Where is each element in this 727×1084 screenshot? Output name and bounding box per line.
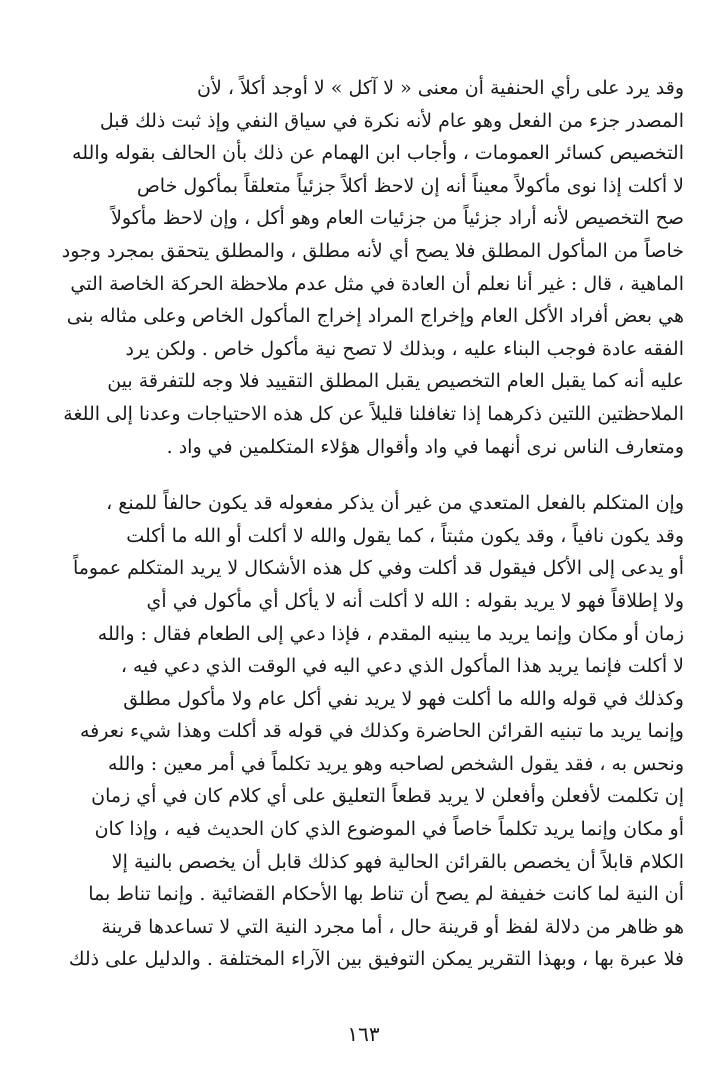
text-line: ولا إطلاقاً فهو لا يريد بقوله : الله لا أكلت أنه لا يأكل أي مأكول في أي (146, 589, 684, 612)
text-line: فلا عبرة بها ، وبهذا التقرير يمكن التوفيق بين الآراء المختلفة . والدليل على ذلك (68, 948, 684, 971)
text-line: إن تكلمت لأفعلن وأفعلن لا يريد قطعاً التعليق على أي كلام كان في أي زمان (91, 785, 684, 808)
text-line: أو مكان وإنما يريد تكلماً خاصاً في الموضوع الذي كان الحديث فيه ، وإذا كان (94, 818, 684, 841)
text-line: الماهية ، قال : غير أنا نعلم أن العادة في مثل عدم ملاحظة الحركة الخاصة التي (70, 272, 684, 295)
text-line: زمان أو مكان وإنما يريد ما يبنيه المقدم ، فإذا دعي إلى الطعام فقال : والله (97, 622, 684, 645)
text-line: عليه أنه كما يقبل العام التخصيص يقبل المطلق التقييد فلا وجه للتفرقة بين (107, 370, 684, 393)
text-line: لا أكلت إذا نوى مأكولاً معيناً أنه إن لاحظ أكلاً جزئياً متعلقاً بمأكول خاص (136, 174, 684, 197)
text-line: وقد يكون نافياً ، وقد يكون مثبتاً ، كما يقول والله لا أكلت أو الله ما أكلت (126, 524, 684, 547)
text-line: وكذلك في قوله والله ما أكلت فهو لا يريد نفي أكل عام ولا مأكول مطلق (123, 687, 684, 710)
text-line: الكلام قابلاً أن يخصص بالقرائن الحالية فهو كذلك قابل أن يخصص بالنية إلا (111, 850, 684, 873)
paragraph-1 (48, 72, 684, 463)
text-line: لا أكلت فإنما يريد هذا المأكول الذي دعي اليه في الوقت الذي دعي فيه ، (120, 655, 684, 678)
text-line: ومتعارف الناس نرى أنهما في واد وأقوال هؤلاء المتكلمين في واد . (166, 435, 684, 458)
text-line: وإن المتكلم بالفعل المتعدي من غير أن يذكر مفعوله قد يكون حالفاً للمنع ، (106, 492, 684, 515)
text-line: وقد يرد على رأي الحنفية أن معنى « لا آكل » لا أوجد أكلاً ، لأن (197, 77, 684, 99)
text-line: الملاحظتين اللتين ذكرهما إذا تغافلنا قليلاً عن كل هذه الاحتياجات وعدنا إلى اللغة (63, 402, 684, 425)
page-number: ١٦٣ (347, 1022, 380, 1046)
text-line: هو ظاهر من دلالة لفظ أو قرينة حال ، أما مجرد النية التي لا تساعدها قرينة (101, 915, 684, 938)
text-line: صح التخصيص لأنه أراد جزئياً من جزئيات العام وهو أكل ، وإن لاحظ مأكولاً (111, 207, 684, 230)
text-line: الفقه عادة فوجب البناء عليه ، وبذلك لا تصح نية مأكول خاص . ولكن يرد (125, 337, 684, 360)
paragraph-2 (48, 487, 684, 976)
text-line: المصدر جزء من الفعل وهو عام لأنه نكرة في سياق النفي وإذ ثبت ذلك قبل (99, 109, 684, 132)
text-line: خاصاً من المأكول المطلق فلا يصح أي لأنه مطلق ، والمطلق يتحقق بمجرد وجود (61, 239, 684, 262)
body-text (48, 72, 684, 976)
text-line: وإنما يريد ما تبنيه القرائن الحاضرة وكذلك في قوله قد أكلت وهذا شيء نعرفه (79, 720, 684, 743)
text-line: التخصيص كسائر العمومات ، وأجاب ابن الهمام عن ذلك بأن الحالف بقوله والله (72, 142, 684, 165)
text-line: ونحس به ، فقد يقول الشخص لصاحبه وهو يريد تكلماً في أمر معين : والله (108, 752, 684, 775)
text-line: أن النية لما كانت خفيفة لم يصح أن تناط بها الأحكام القضائية . وإنما تناط بما (88, 883, 684, 906)
text-line: أو يدعى إلى الأكل فيقول قد أكلت وفي كل هذه الأشكال لا يريد المتكلم عموماً (72, 557, 684, 580)
text-line: هي بعض أفراد الأكل العام وإخراج المراد إخراج المأكول الخاص وعلى مثاله بنى (66, 305, 684, 328)
paragraph-gap (48, 463, 684, 487)
